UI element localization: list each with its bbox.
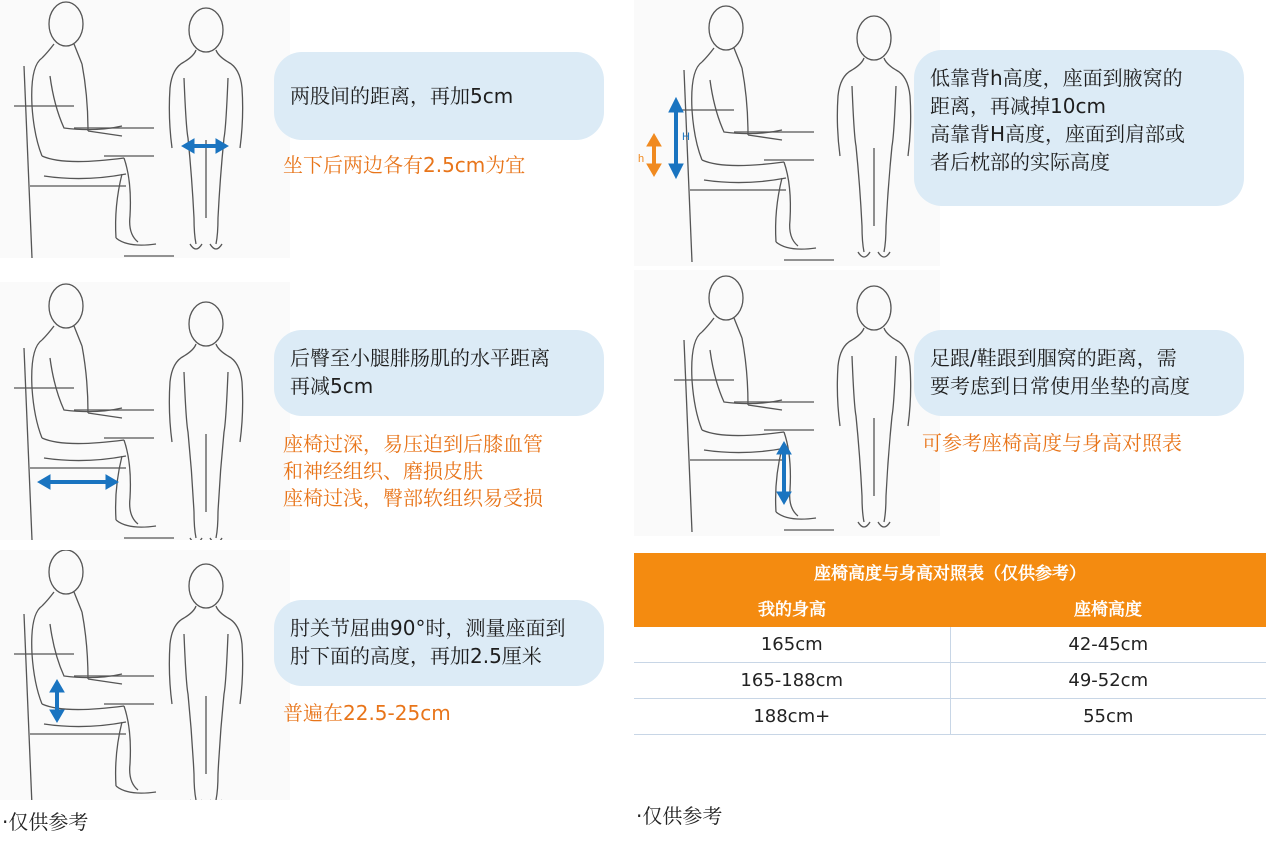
table-cell: 188cm+ [634, 699, 951, 734]
arrow-vertical-blue [777, 442, 791, 504]
bubble-thigh-width [274, 52, 604, 140]
table-cell: 165-188cm [634, 663, 951, 698]
figure-seat-depth [0, 282, 290, 540]
bubble-line: 距离，再减掉10cm [930, 94, 1106, 118]
table-header-row [634, 595, 1266, 627]
bubble-line: 足跟/鞋跟到腘窝的距离，需 [930, 346, 1177, 370]
bubble-line: 后臀至小腿腓肠肌的水平距离 [290, 346, 550, 370]
arrow-vertical-orange [647, 134, 661, 176]
illustration-seated-standing [0, 282, 290, 540]
bubble-line: 再减5cm [290, 374, 374, 398]
figure-backrest-height [634, 0, 940, 266]
bubble-line: 要考虑到日常使用坐垫的高度 [930, 374, 1190, 398]
note-line: 坐下后两边各有2.5cm为宜 [283, 153, 526, 177]
note-seat-height [922, 430, 1182, 457]
note-thigh-width [283, 152, 525, 179]
illustration-seated-standing [634, 270, 940, 536]
bubble-armrest-height [274, 600, 604, 686]
column-header-height: 我的身高 [758, 600, 826, 620]
bubble-line: 肘关节屈曲90°时，测量座面到 [290, 616, 566, 640]
table-cell: 55cm [1083, 706, 1134, 727]
column-header-seat: 座椅高度 [1074, 600, 1142, 620]
table-row [634, 699, 1266, 735]
label-h: h [638, 153, 645, 165]
label-H: H [682, 131, 690, 143]
figure-seat-height [634, 270, 940, 536]
bubble-line: 低靠背h高度，座面到腋窝的 [930, 66, 1183, 90]
note-line: 可参考座椅高度与身高对照表 [922, 431, 1182, 455]
note-seat-depth [283, 431, 543, 512]
table-row [634, 663, 1266, 699]
figure-thigh-width [0, 0, 290, 258]
illustration-seated-standing [0, 0, 290, 258]
note-line: 座椅过深，易压迫到后膝血管 [283, 432, 543, 456]
illustration-seated-standing [634, 0, 940, 266]
note-line: 座椅过浅，臀部软组织易受损 [283, 486, 543, 510]
illustration-seated-standing [0, 550, 290, 800]
bubble-line: 高靠背H高度，座面到肩部或 [930, 122, 1186, 146]
note-line: 普遍在22.5-25cm [283, 701, 451, 725]
table-row [634, 627, 1266, 663]
table-title: 座椅高度与身高对照表（仅供参考） [814, 564, 1086, 584]
arrow-horizontal-blue [38, 475, 118, 489]
bubble-line: 两股间的距离，再加5cm [290, 84, 514, 108]
table-cell: 49-52cm [1068, 670, 1149, 691]
bubble-backrest-height [914, 50, 1244, 206]
footnote-left: ·仅供参考 [2, 810, 89, 834]
bubble-line: 者后枕部的实际高度 [930, 150, 1110, 174]
table-cell: 165cm [634, 627, 951, 662]
note-armrest-height [283, 700, 451, 727]
bubble-line: 肘下面的高度，再加2.5厘米 [290, 644, 542, 668]
table-cell: 42-45cm [1068, 634, 1149, 655]
figure-armrest-height [0, 550, 290, 800]
note-line: 和神经组织、磨损皮肤 [283, 459, 483, 483]
arrow-vertical-blue [669, 98, 683, 178]
arrow-vertical-blue [50, 680, 64, 722]
table-header [634, 553, 1266, 627]
bubble-seat-depth [274, 330, 604, 416]
height-reference-table [634, 553, 1266, 735]
bubble-seat-height [914, 330, 1244, 416]
footnote-right: ·仅供参考 [636, 804, 723, 828]
